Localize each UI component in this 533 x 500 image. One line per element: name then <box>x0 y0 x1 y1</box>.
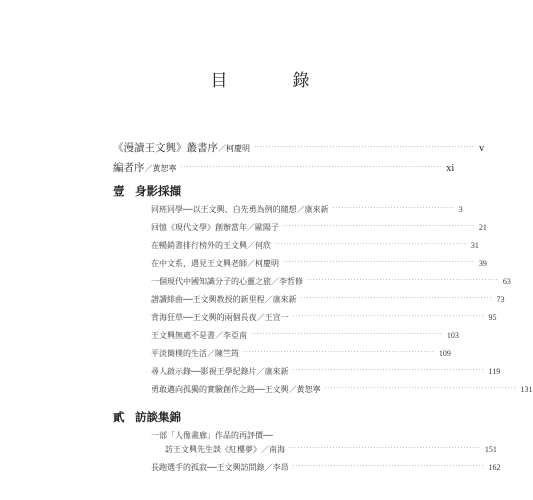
page-number: 73 <box>496 295 505 304</box>
dot-leader: ·························································································· <box>180 164 443 171</box>
section-number: 壹 <box>113 184 125 198</box>
entry-author: ／柯慶明 <box>218 144 250 153</box>
page-number: 109 <box>438 349 451 358</box>
entry-author: ／黃恕寧 <box>144 164 177 173</box>
entry-title: 編者序 <box>113 162 145 174</box>
toc-entry[interactable]: 訪王文興先生談《紅樓夢》／南海 ·································································· 151 <box>165 445 497 454</box>
dot-leader: ·································································· <box>307 277 499 284</box>
dot-leader: ·································································· <box>283 223 475 230</box>
toc-entry-editor-preface[interactable] <box>113 160 455 175</box>
dot-leader: ·································································· <box>292 313 485 320</box>
toc-entry[interactable]: 長跑選手的孤寂──王文興訪問錄／李昂 ·································································· 162 <box>151 463 501 472</box>
page-number: 21 <box>478 223 487 232</box>
toc-entry[interactable]: 一個現代中國知識分子的心靈之旅／李哲修 ·································································· 63 <box>151 277 511 286</box>
dot-leader: ·································································· <box>251 331 443 338</box>
page-number: 119 <box>488 367 501 376</box>
section-name: 身影採擷 <box>135 184 181 198</box>
toc-entry[interactable]: 平淡簡樸的生活／陳竺筠 ·································································· 109 <box>151 349 451 358</box>
toc-entry-series-preface[interactable] <box>113 140 485 155</box>
page-number: 63 <box>502 277 511 286</box>
section-heading-2 <box>113 409 181 425</box>
dot-leader: ·································································· <box>283 259 475 266</box>
toc-entry-line1: 一部「人像畫廊」作品的再評價── <box>151 431 273 440</box>
page-number: 151 <box>484 445 497 454</box>
toc-entry[interactable]: 在中文系，遇見王文興老師／柯慶明 ·································································· 39 <box>151 259 487 268</box>
section-name: 訪談集錦 <box>135 410 181 424</box>
dot-leader: ·································································· <box>289 445 481 452</box>
page-number: 103 <box>446 331 459 340</box>
toc-entry[interactable]: 譜讀緋曲──王文興教授的新里程／康來新 ·································································· 73 <box>151 295 505 304</box>
dot-leader: ············································································ <box>254 144 475 151</box>
page-number: 3 <box>458 205 463 214</box>
page-number: 162 <box>488 463 501 472</box>
toc-entry[interactable]: 勇敢邁向孤獨的實驗創作之路──王文興／黃恕寧 ·································································· 131 <box>151 385 533 394</box>
dot-leader: ·································································· <box>243 349 435 356</box>
toc-entry[interactable]: 同班同學──以王文興、白先勇為例的隨想／康來新 ·········································· 3 <box>151 205 463 214</box>
dot-leader: ·································································· <box>300 295 493 302</box>
toc-entry[interactable]: 尋人啟示錄──影視王學紀錄片／康來新 ·································································· 119 <box>151 367 501 376</box>
page-number: 131 <box>520 385 533 394</box>
toc-entry[interactable]: 背海狂草──王文興的兩個長夜／王宣一 ·································································· 95 <box>151 313 497 322</box>
dot-leader: ·································································· <box>275 241 467 248</box>
section-heading-1 <box>113 183 181 199</box>
dot-leader: ·········································· <box>332 205 455 212</box>
toc-entry[interactable]: 回憶《現代文學》創辦當年／歐陽子 ·································································· 21 <box>151 223 487 232</box>
page-title: 目 錄 <box>210 71 334 91</box>
entry-title: 《漫讀王文興》叢書序 <box>113 142 218 154</box>
section-number: 貳 <box>113 410 125 424</box>
page-number: 95 <box>488 313 497 322</box>
dot-leader: ·································································· <box>292 463 485 470</box>
dot-leader: ·································································· <box>324 385 517 392</box>
toc-entry[interactable]: 在暢銷書排行榜外的王文興／何欣 ·································································· 31 <box>151 241 479 250</box>
page-number: v <box>478 143 485 154</box>
page-number: 31 <box>470 241 479 250</box>
dot-leader: ·································································· <box>292 367 485 374</box>
page-number: xi <box>446 163 455 174</box>
page-number: 39 <box>478 259 487 268</box>
toc-entry[interactable]: 王文興無處不是書／李亞南 ·································································· 103 <box>151 331 459 340</box>
